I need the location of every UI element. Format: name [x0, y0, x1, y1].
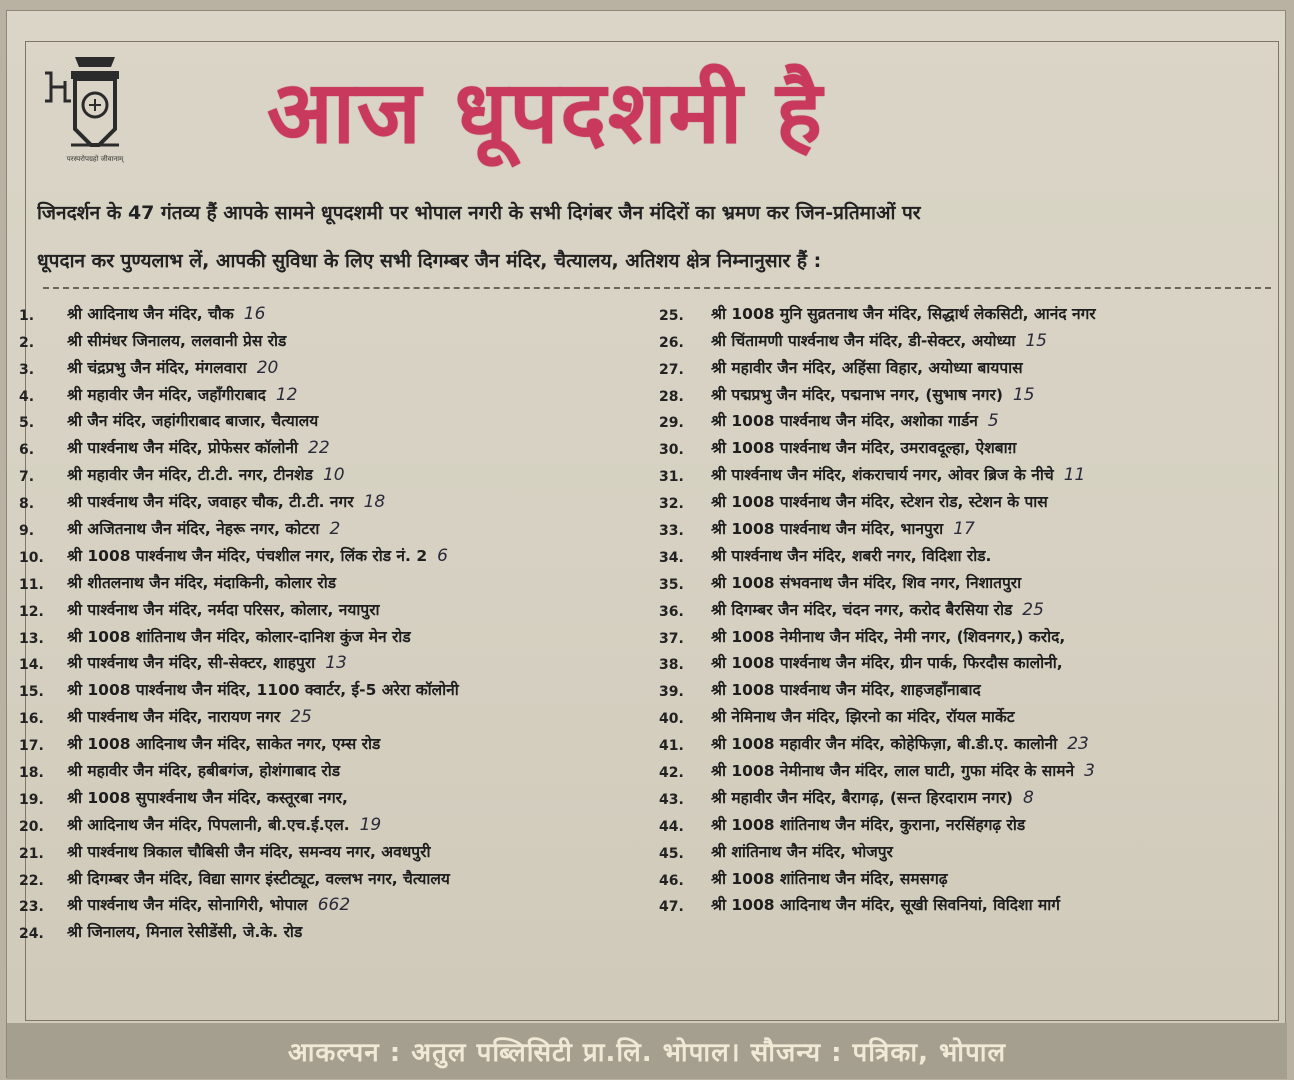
jain-symbol-hand-swastika-icon [35, 49, 155, 169]
intro-line-2: धूपदान कर पुण्यलाभ लें, आपकी सुविधा के लिए सभी दिगम्बर जैन मंदिर, चैत्यालय, अतिशय क्षेत्र निम्नानुसार हैं : [37, 250, 822, 272]
temple-name: श्री पार्श्वनाथ जैन मंदिर, जवाहर चौक, टी.टी. नगर [67, 493, 354, 512]
item-number: 43. [659, 791, 684, 808]
item-number: 14. [19, 657, 44, 674]
temple-name: श्री 1008 पार्श्वनाथ जैन मंदिर, ग्रीन पार्क, फिरदौस कालोनी, [711, 654, 1063, 673]
item-number: 27. [659, 361, 684, 378]
list-item [659, 808, 1294, 835]
list-item [19, 512, 659, 539]
list-item [19, 620, 659, 647]
item-number: 44. [659, 818, 684, 835]
list-item [659, 458, 1294, 485]
list-item [19, 915, 659, 942]
newspaper-clipping [6, 10, 1286, 1078]
item-number: 2. [19, 334, 35, 351]
temple-name: श्री जैन मंदिर, जहांगीराबाद बाजार, चैत्यालय [67, 412, 319, 431]
handwritten-note: 13 [325, 653, 347, 674]
temple-name: श्री 1008 शांतिनाथ जैन मंदिर, कुराना, नरसिंहगढ़ रोड [711, 815, 1026, 834]
temple-list-left [19, 297, 659, 942]
list-item [19, 566, 659, 593]
handwritten-note: 2 [329, 519, 341, 540]
list-item [19, 727, 659, 754]
list-item [659, 405, 1294, 432]
handwritten-note: 25 [290, 707, 312, 728]
temple-name: श्री 1008 पार्श्वनाथ जैन मंदिर, उमरावदूल्हा, ऐशबाग़ [711, 439, 1017, 458]
credits-footer [7, 1023, 1287, 1079]
temple-name: श्री आदिनाथ जैन मंदिर, चौक [67, 304, 234, 323]
list-item [19, 647, 659, 674]
dashed-divider [43, 287, 1271, 289]
item-number: 22. [19, 872, 44, 889]
list-item [19, 754, 659, 781]
list-item [659, 539, 1294, 566]
list-item [659, 431, 1294, 458]
list-item [19, 458, 659, 485]
handwritten-note: 662 [317, 895, 351, 916]
temple-name: श्री 1008 नेमीनाथ जैन मंदिर, लाल घाटी, गुफा मंदिर के सामने [711, 762, 1075, 781]
temple-name: श्री 1008 पार्श्वनाथ जैन मंदिर, अशोका गार्डन [711, 412, 978, 431]
item-number: 33. [659, 523, 684, 540]
temple-name: श्री पार्श्वनाथ जैन मंदिर, नारायण नगर [67, 708, 281, 727]
temple-name: श्री पार्श्वनाथ जैन मंदिर, शंकराचार्य नगर, ओवर ब्रिज के नीचे [711, 466, 1054, 485]
temple-name: श्री पार्श्वनाथ जैन मंदिर, सी-सेक्टर, शाहपुरा [67, 654, 316, 673]
handwritten-note: 16 [243, 303, 266, 324]
handwritten-note: 15 [1025, 330, 1047, 351]
list-item [659, 754, 1294, 781]
temple-name: श्री दिगम्बर जैन मंदिर, विद्या सागर इंस्टीट्यूट, वल्लभ नगर, चैत्यालय [67, 869, 450, 888]
list-item [19, 405, 659, 432]
temple-name: श्री अजितनाथ जैन मंदिर, नेहरू नगर, कोटरा [67, 520, 320, 539]
temple-name: श्री 1008 पार्श्वनाथ जैन मंदिर, भानपुरा [711, 520, 944, 539]
list-item [659, 351, 1294, 378]
temple-name: श्री 1008 पार्श्वनाथ जैन मंदिर, स्टेशन रोड, स्टेशन के पास [711, 493, 1048, 512]
list-item [19, 889, 659, 916]
temple-name: श्री दिगम्बर जैन मंदिर, चंदन नगर, करोद बैरसिया रोड [711, 600, 1013, 619]
temple-name: श्री 1008 मुनि सुव्रतनाथ जैन मंदिर, सिद्धार्थ लेकसिटी, आनंद नगर [711, 304, 1096, 323]
handwritten-note: 23 [1067, 734, 1089, 755]
list-item [659, 727, 1294, 754]
handwritten-note: 25 [1022, 599, 1044, 620]
temple-name: श्री आदिनाथ जैन मंदिर, पिपलानी, बी.एच.ई.एल. [67, 815, 350, 834]
handwritten-note: 11 [1063, 465, 1086, 486]
handwritten-note: 8 [1023, 787, 1034, 808]
temple-name: श्री महावीर जैन मंदिर, हबीबगंज, होशंगाबाद रोड [67, 762, 341, 781]
temple-name: श्री पार्श्वनाथ जैन मंदिर, सोनागिरी, भोपाल [67, 896, 308, 915]
item-number: 35. [659, 576, 684, 593]
item-number: 36. [659, 603, 684, 620]
temple-name: श्री 1008 आदिनाथ जैन मंदिर, साकेत नगर, एम्स रोड [67, 735, 381, 754]
item-number: 9. [19, 523, 35, 540]
temple-name: श्री पद्मप्रभु जैन मंदिर, पद्मनाभ नगर, (सुभाष नगर) [711, 385, 1003, 404]
handwritten-note: 20 [256, 357, 279, 378]
item-number: 16. [19, 711, 44, 728]
item-number: 37. [659, 630, 684, 647]
list-item [659, 593, 1294, 620]
credits-text: आकल्पन : अतुल पब्लिसिटी प्रा.लि. भोपाल। सौजन्य : पत्रिका, भोपाल [287, 1038, 1007, 1068]
list-item [659, 835, 1294, 862]
handwritten-note: 10 [322, 465, 345, 486]
handwritten-note: 19 [359, 814, 382, 835]
headline: आज धूपदशमी है [267, 63, 824, 163]
item-number: 26. [659, 334, 684, 351]
temple-name: श्री नेमिनाथ जैन मंदिर, झिरनो का मंदिर, रॉयल मार्केट [711, 708, 1015, 727]
item-number: 10. [19, 549, 44, 566]
temple-name: श्री शीतलनाथ जैन मंदिर, मंदाकिनी, कोलार रोड [67, 573, 336, 592]
item-number: 7. [19, 469, 35, 486]
item-number: 3. [19, 361, 35, 378]
list-item [19, 593, 659, 620]
item-number: 18. [19, 765, 44, 782]
item-number: 40. [659, 711, 684, 728]
temple-name: श्री 1008 शांतिनाथ जैन मंदिर, कोलार-दानिश कुंज मेन रोड [67, 627, 411, 646]
item-number: 5. [19, 415, 35, 432]
list-item [659, 324, 1294, 351]
item-number: 15. [19, 684, 44, 701]
logo-caption: परस्परोपग्रहो जीवानाम् [66, 155, 124, 163]
item-number: 39. [659, 684, 684, 701]
item-number: 20. [19, 818, 44, 835]
list-item [659, 647, 1294, 674]
item-number: 4. [19, 388, 35, 405]
item-number: 19. [19, 791, 44, 808]
item-number: 46. [659, 872, 684, 889]
temple-name: श्री 1008 पार्श्वनाथ जैन मंदिर, पंचशील नगर, लिंक रोड नं. 2 [67, 546, 428, 565]
item-number: 23. [19, 899, 44, 916]
item-number: 47. [659, 899, 684, 916]
list-item [659, 297, 1294, 324]
list-item [19, 781, 659, 808]
temple-name: श्री चिंतामणी पार्श्वनाथ जैन मंदिर, डी-सेक्टर, अयोध्या [711, 331, 1016, 350]
list-item [19, 297, 659, 324]
list-item [19, 808, 659, 835]
handwritten-note: 3 [1084, 761, 1095, 782]
handwritten-note: 15 [1012, 384, 1035, 405]
list-item [19, 539, 659, 566]
handwritten-note: 5 [987, 411, 999, 432]
item-number: 31. [659, 469, 684, 486]
list-item [19, 431, 659, 458]
list-item [19, 700, 659, 727]
temple-name: श्री चंद्रप्रभु जैन मंदिर, मंगलवारा [67, 358, 247, 377]
handwritten-note: 6 [437, 545, 448, 566]
temple-name: श्री महावीर जैन मंदिर, जहाँगीराबाद [67, 385, 266, 404]
handwritten-note: 17 [953, 519, 975, 540]
temple-name: श्री जिनालय, मिनाल रेसीडेंसी, जे.के. रोड [67, 923, 303, 942]
handwritten-note: 22 [308, 438, 330, 459]
item-number: 11. [19, 576, 44, 593]
item-number: 25. [659, 307, 684, 324]
list-item [659, 512, 1294, 539]
list-item [659, 566, 1294, 593]
list-item [19, 835, 659, 862]
item-number: 1. [19, 307, 35, 324]
item-number: 13. [19, 630, 44, 647]
temple-name: श्री 1008 पार्श्वनाथ जैन मंदिर, 1100 क्वार्टर, ई-5 अरेरा कॉलोनी [67, 681, 459, 700]
temple-list-right [659, 297, 1294, 915]
list-item [659, 889, 1294, 916]
temple-name: श्री 1008 संभवनाथ जैन मंदिर, शिव नगर, निशातपुरा [711, 573, 1022, 592]
handwritten-note: 18 [363, 492, 386, 513]
temple-name: श्री पार्श्वनाथ त्रिकाल चौबिसी जैन मंदिर, समन्वय नगर, अवधपुरी [67, 842, 431, 861]
list-item [659, 485, 1294, 512]
list-item [659, 378, 1294, 405]
item-number: 8. [19, 496, 35, 513]
item-number: 21. [19, 845, 44, 862]
item-number: 45. [659, 845, 684, 862]
list-item [19, 862, 659, 889]
temple-name: श्री 1008 नेमीनाथ जैन मंदिर, नेमी नगर, (शिवनगर,) करोद, [711, 627, 1066, 646]
list-item [19, 378, 659, 405]
handwritten-note: 12 [275, 384, 298, 405]
list-item [19, 485, 659, 512]
list-item [19, 324, 659, 351]
item-number: 6. [19, 442, 35, 459]
list-item [659, 700, 1294, 727]
temple-name: श्री महावीर जैन मंदिर, बैरागढ़, (सन्त हिरदाराम नगर) [711, 788, 1014, 807]
intro-line-1: जिनदर्शन के 47 गंतव्य हैं आपके सामने धूपदशमी पर भोपाल नगरी के सभी दिगंबर जैन मंदिरों का भ्रमण कर जिन-प्रतिमाओं पर [37, 202, 921, 224]
item-number: 17. [19, 738, 44, 755]
item-number: 12. [19, 603, 44, 620]
item-number: 28. [659, 388, 684, 405]
item-number: 30. [659, 442, 684, 459]
list-item [659, 862, 1294, 889]
item-number: 32. [659, 496, 684, 513]
temple-name: श्री महावीर जैन मंदिर, अहिंसा विहार, अयोध्या बायपास [711, 358, 1023, 377]
temple-name: श्री पार्श्वनाथ जैन मंदिर, शबरी नगर, विदिशा रोड. [711, 546, 992, 565]
item-number: 42. [659, 765, 684, 782]
list-item [19, 673, 659, 700]
temple-name: श्री पार्श्वनाथ जैन मंदिर, प्रोफेसर कॉलोनी [67, 439, 299, 458]
list-item [19, 351, 659, 378]
item-number: 29. [659, 415, 684, 432]
temple-name: श्री शांतिनाथ जैन मंदिर, भोजपुर [711, 842, 893, 861]
item-number: 38. [659, 657, 684, 674]
item-number: 34. [659, 549, 684, 566]
item-number: 24. [19, 926, 44, 943]
list-item [659, 620, 1294, 647]
temple-name: श्री महावीर जैन मंदिर, टी.टी. नगर, टीनशेड [67, 466, 313, 485]
temple-name: श्री पार्श्वनाथ जैन मंदिर, नर्मदा परिसर, कोलार, नयापुरा [67, 600, 380, 619]
item-number: 41. [659, 738, 684, 755]
temple-name: श्री 1008 पार्श्वनाथ जैन मंदिर, शाहजहाँनाबाद [711, 681, 981, 700]
list-item [659, 781, 1294, 808]
temple-name: श्री 1008 सुपार्श्वनाथ जैन मंदिर, कस्तूरबा नगर, [67, 788, 348, 807]
temple-name: श्री 1008 महावीर जैन मंदिर, कोहेफिज़ा, बी.डी.ए. कालोनी [711, 735, 1058, 754]
temple-name: श्री 1008 शांतिनाथ जैन मंदिर, समसगढ़ [711, 869, 948, 888]
temple-name: श्री 1008 आदिनाथ जैन मंदिर, सूखी सिवनियां, विदिशा मार्ग [711, 896, 1060, 915]
temple-name: श्री सीमंधर जिनालय, ललवानी प्रेस रोड [67, 331, 287, 350]
list-item [659, 673, 1294, 700]
